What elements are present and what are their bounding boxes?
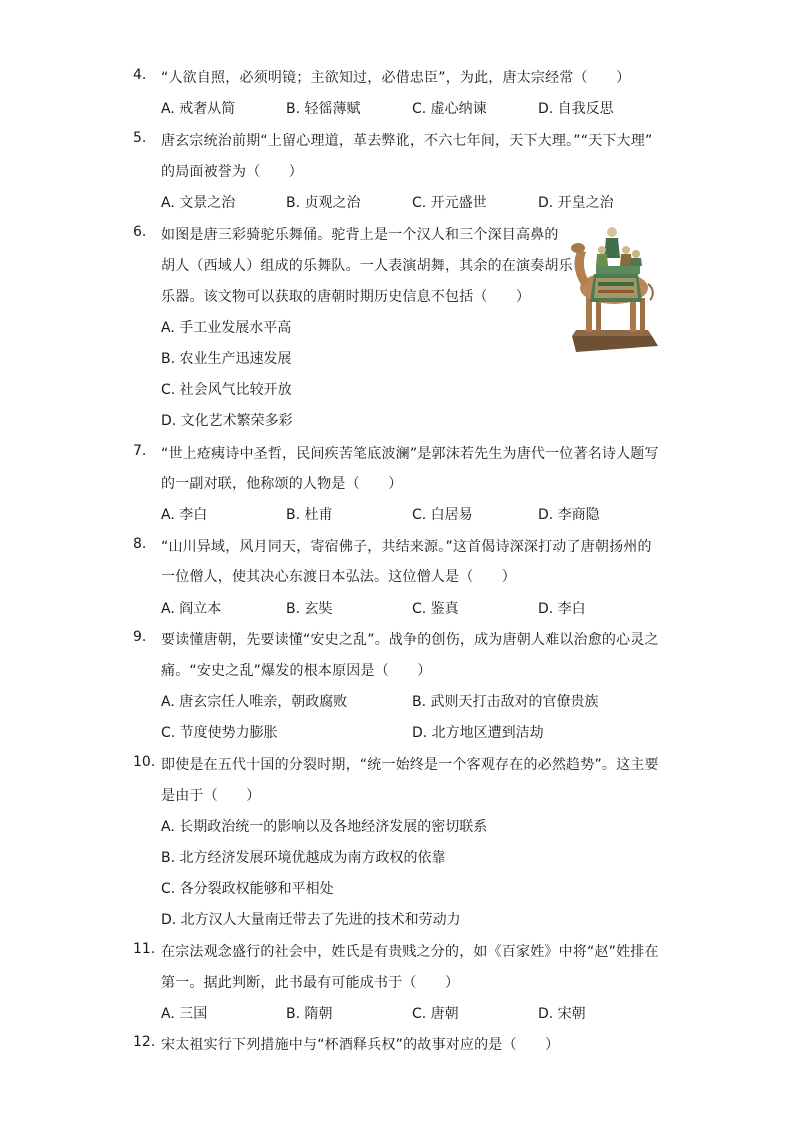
question-stem: 胡人（西域人）组成的乐舞队。一人表演胡舞，其余的在演奏胡乐: [161, 258, 573, 274]
question-stem: 第一。据此判断，此书最有可能成书于（ ）: [161, 975, 460, 991]
question-stem: 如图是唐三彩骑驼乐舞俑。驼背上是一个汉人和三个深目高鼻的: [161, 227, 559, 243]
option-b: B. 贞观之治: [286, 195, 361, 211]
question-stem: “世上疮痍诗中圣哲，民间疾苦笔底波澜”是郭沫若先生为唐代一位著名诗人题写: [161, 446, 659, 462]
option-d: D. 自我反思: [538, 101, 614, 117]
question-number: 12.: [133, 1034, 156, 1050]
option-c: C. 虚心纳谏: [412, 101, 487, 117]
option-b: B. 隋朝: [286, 1006, 333, 1022]
option-c: C. 开元盛世: [412, 195, 487, 211]
option-a: A. 文景之治: [161, 195, 236, 211]
question-stem: 痛。“安史之乱”爆发的根本原因是（ ）: [161, 663, 432, 679]
option-a: A. 阎立本: [161, 601, 222, 617]
question-stem: 一位僧人，使其决心东渡日本弘法。这位僧人是（ ）: [161, 569, 516, 585]
option-b: B. 轻徭薄赋: [286, 101, 361, 117]
question-number: 7.: [133, 443, 147, 459]
tang-sancai-camel-figurine-icon: [566, 218, 662, 358]
option-d: D. 开皇之治: [538, 195, 614, 211]
option-b: B. 农业生产迅速发展: [161, 351, 292, 367]
question-number: 4.: [133, 67, 147, 83]
question-stem: 要读懂唐朝，先要读懂“安史之乱”。战争的创伤，成为唐朝人难以治愈的心灵之: [161, 632, 659, 648]
question-stem: 的一副对联，他称颂的人物是（ ）: [161, 476, 403, 492]
option-d: D. 北方汉人大量南迁带去了先进的技术和劳动力: [161, 912, 461, 928]
option-d: D. 北方地区遭到洁劫: [412, 725, 544, 741]
question-stem: 唐玄宗统治前期“上留心理道，革去弊讹，不六七年间，天下大理。”“天下大理”: [161, 133, 653, 149]
question-number: 11.: [133, 941, 156, 957]
option-a: A. 李白: [161, 507, 208, 523]
option-c: C. 社会风气比较开放: [161, 382, 292, 398]
option-a: A. 戒奢从简: [161, 101, 236, 117]
question-number: 6.: [133, 224, 147, 240]
question-stem: 在宗法观念盛行的社会中，姓氏是有贵贱之分的，如《百家姓》中将“赵”姓排在: [161, 944, 659, 960]
option-c: C. 鉴真: [412, 601, 459, 617]
option-a: A. 三国: [161, 1006, 208, 1022]
option-c: C. 唐朝: [412, 1006, 459, 1022]
question-number: 8.: [133, 536, 147, 552]
question-number: 9.: [133, 629, 147, 645]
option-c: C. 各分裂政权能够和平相处: [161, 881, 334, 897]
option-b: B. 杜甫: [286, 507, 333, 523]
option-d: D. 文化艺术繁荣多彩: [161, 413, 293, 429]
option-b: B. 北方经济发展环境优越成为南方政权的依靠: [161, 850, 446, 866]
option-a: A. 唐玄宗任人唯亲，朝政腐败: [161, 694, 348, 710]
question-stem: “人欲自照，必须明镜；主欲知过，必借忠臣”，为此，唐太宗经常（ ）: [161, 70, 631, 86]
question-stem: 是由于（ ）: [161, 788, 261, 804]
option-a: A. 手工业发展水平高: [161, 320, 292, 336]
option-a: A. 长期政治统一的影响以及各地经济发展的密切联系: [161, 819, 488, 835]
option-c: C. 白居易: [412, 507, 473, 523]
question-number: 10.: [133, 754, 156, 770]
option-d: D. 宋朝: [538, 1006, 586, 1022]
camel-figurine-image: [566, 218, 662, 358]
option-b: B. 武则天打击敌对的官僚贵族: [412, 694, 599, 710]
question-stem: “山川异域，风月同天，寄宿佛子，共结来源。”这首偈诗深深打动了唐朝扬州的: [161, 539, 652, 555]
question-stem: 的局面被誉为（ ）: [161, 164, 303, 180]
question-stem: 即使是在五代十国的分裂时期，“统一始终是一个客观存在的必然趋势”。这主要: [161, 757, 659, 773]
option-c: C. 节度使势力膨胀: [161, 725, 278, 741]
option-d: D. 李白: [538, 601, 586, 617]
question-number: 5.: [133, 130, 147, 146]
option-d: D. 李商隐: [538, 507, 600, 523]
question-stem: 乐器。该文物可以获取的唐朝时期历史信息不包括（ ）: [161, 289, 531, 305]
option-b: B. 玄奘: [286, 601, 333, 617]
question-stem: 宋太祖实行下列措施中与“杯酒释兵权”的故事对应的是（ ）: [161, 1037, 560, 1053]
